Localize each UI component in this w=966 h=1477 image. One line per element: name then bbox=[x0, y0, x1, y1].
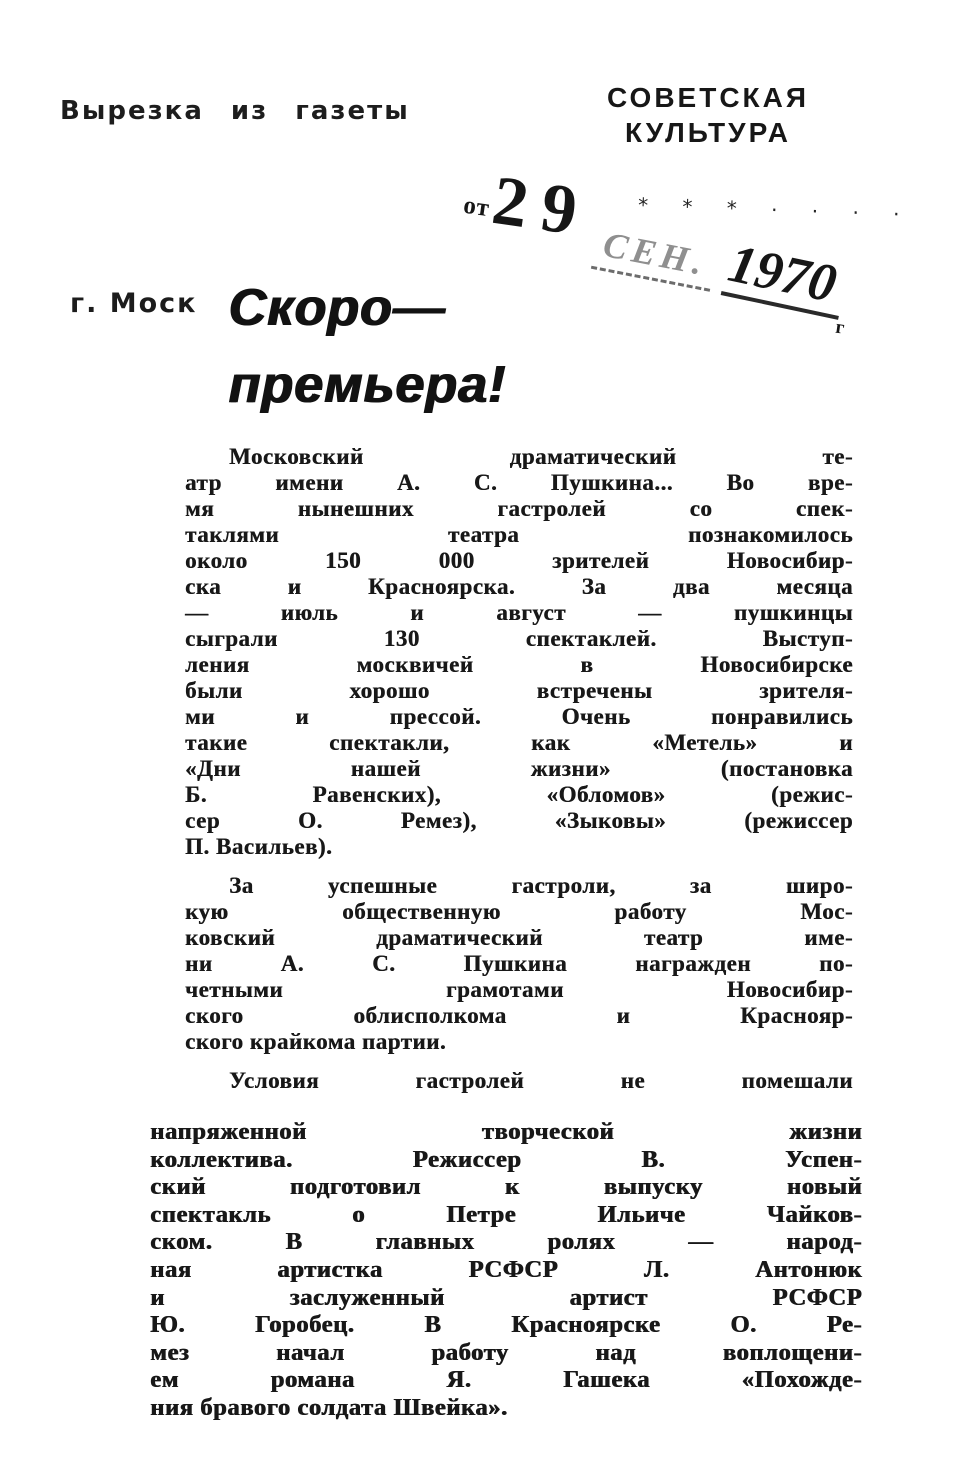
article-paragraph bbox=[185, 873, 853, 1055]
article-line: спектакль о Петре Ильиче Чайков- bbox=[150, 1200, 862, 1228]
headline-line1: Скоро— bbox=[228, 279, 446, 337]
article-line: ем романа Я. Гашека «Похожде- bbox=[150, 1366, 862, 1394]
article-line: сыграли 130 спектаклей. Выступ- bbox=[185, 626, 853, 651]
article-body-upper bbox=[185, 444, 853, 1094]
article-paragraph bbox=[185, 1068, 853, 1094]
article-line: ском. В главных ролях — народ- bbox=[150, 1228, 862, 1256]
article-line: ска и Красноярска. За два месяца bbox=[185, 574, 853, 599]
article-headline bbox=[228, 270, 506, 424]
article-line: Б. Равенских), «Обломов» (режис- bbox=[185, 782, 853, 807]
stamp-marks: * * * · · · · bbox=[637, 192, 914, 227]
article-line: мя нынешних гастролей со спек- bbox=[185, 496, 853, 521]
masthead-line2: КУЛЬТУРА bbox=[624, 117, 792, 148]
article-line: ский подготовил к выпуску новый bbox=[150, 1173, 862, 1201]
article-line: около 150 000 зрителей Новосибир- bbox=[185, 548, 853, 573]
article-line: ления москвичей в Новосибирске bbox=[185, 652, 853, 677]
stamp-year: 1970 bbox=[721, 235, 851, 320]
article-line: П. Васильев). bbox=[185, 834, 333, 859]
article-paragraph bbox=[185, 444, 853, 860]
headline-line2: премьера! bbox=[228, 356, 506, 414]
newspaper-masthead bbox=[596, 80, 820, 150]
article-line: сер О. Ремез), «Зыковы» (режиссер bbox=[185, 808, 853, 833]
article-line: ми и прессой. Очень понравились bbox=[185, 704, 853, 729]
date-stamp bbox=[452, 160, 905, 346]
stamp-day: 29 bbox=[487, 161, 596, 252]
article-line: и заслуженный артист РСФСР bbox=[150, 1283, 862, 1311]
article-paragraph bbox=[150, 1118, 862, 1422]
article-line: четными грамотами Новосибир- bbox=[185, 977, 853, 1002]
article-line: такие спектакли, как «Метель» и bbox=[185, 730, 853, 755]
article-line: Условия гастролей не помешали bbox=[229, 1068, 853, 1093]
article-line: кую общественную работу Мос- bbox=[185, 899, 853, 924]
article-line: атр имени А. С. Пушкина... Во вре- bbox=[185, 470, 853, 495]
stamp-month: СЕН. bbox=[591, 222, 719, 292]
article-line: «Дни нашей жизни» (постановка bbox=[185, 756, 853, 781]
article-line: — июль и август — пушкинцы bbox=[185, 600, 853, 625]
article-line: ная артистка РСФСР Л. Антонюк bbox=[150, 1255, 862, 1283]
city-margin-note: г. Моск bbox=[70, 288, 198, 319]
article-line: ского облисполкома и Краснояр- bbox=[185, 1003, 853, 1028]
article-line: ковский драматический театр име- bbox=[185, 925, 853, 950]
stamp-suffix: г bbox=[834, 316, 846, 339]
article-line: мез начал работу над воплощени- bbox=[150, 1338, 862, 1366]
article-line: таклями театра познакомилось bbox=[185, 522, 853, 547]
article-line: напряженной творческой жизни bbox=[150, 1118, 862, 1145]
article-line: ни А. С. Пушкина награжден по- bbox=[185, 951, 853, 976]
article-line: За успешные гастроли, за широ- bbox=[229, 873, 853, 898]
article-body-lower bbox=[150, 1118, 862, 1422]
article-line: Ю. Горобец. В Красноярске О. Ре- bbox=[150, 1311, 862, 1339]
article-line: ния бравого солдата Швейка». bbox=[150, 1393, 508, 1421]
article-line: Московский драматический те- bbox=[229, 444, 853, 469]
article-line: были хорошо встречены зрителя- bbox=[185, 678, 853, 703]
masthead-line1: СОВЕТСКАЯ bbox=[607, 82, 809, 113]
clipping-source-label: Вырезка из газеты bbox=[60, 96, 410, 126]
article-line: ского крайкома партии. bbox=[185, 1029, 447, 1054]
stamp-prefix: от bbox=[461, 191, 492, 223]
article-line: коллектива. Режиссер В. Успен- bbox=[150, 1145, 862, 1173]
